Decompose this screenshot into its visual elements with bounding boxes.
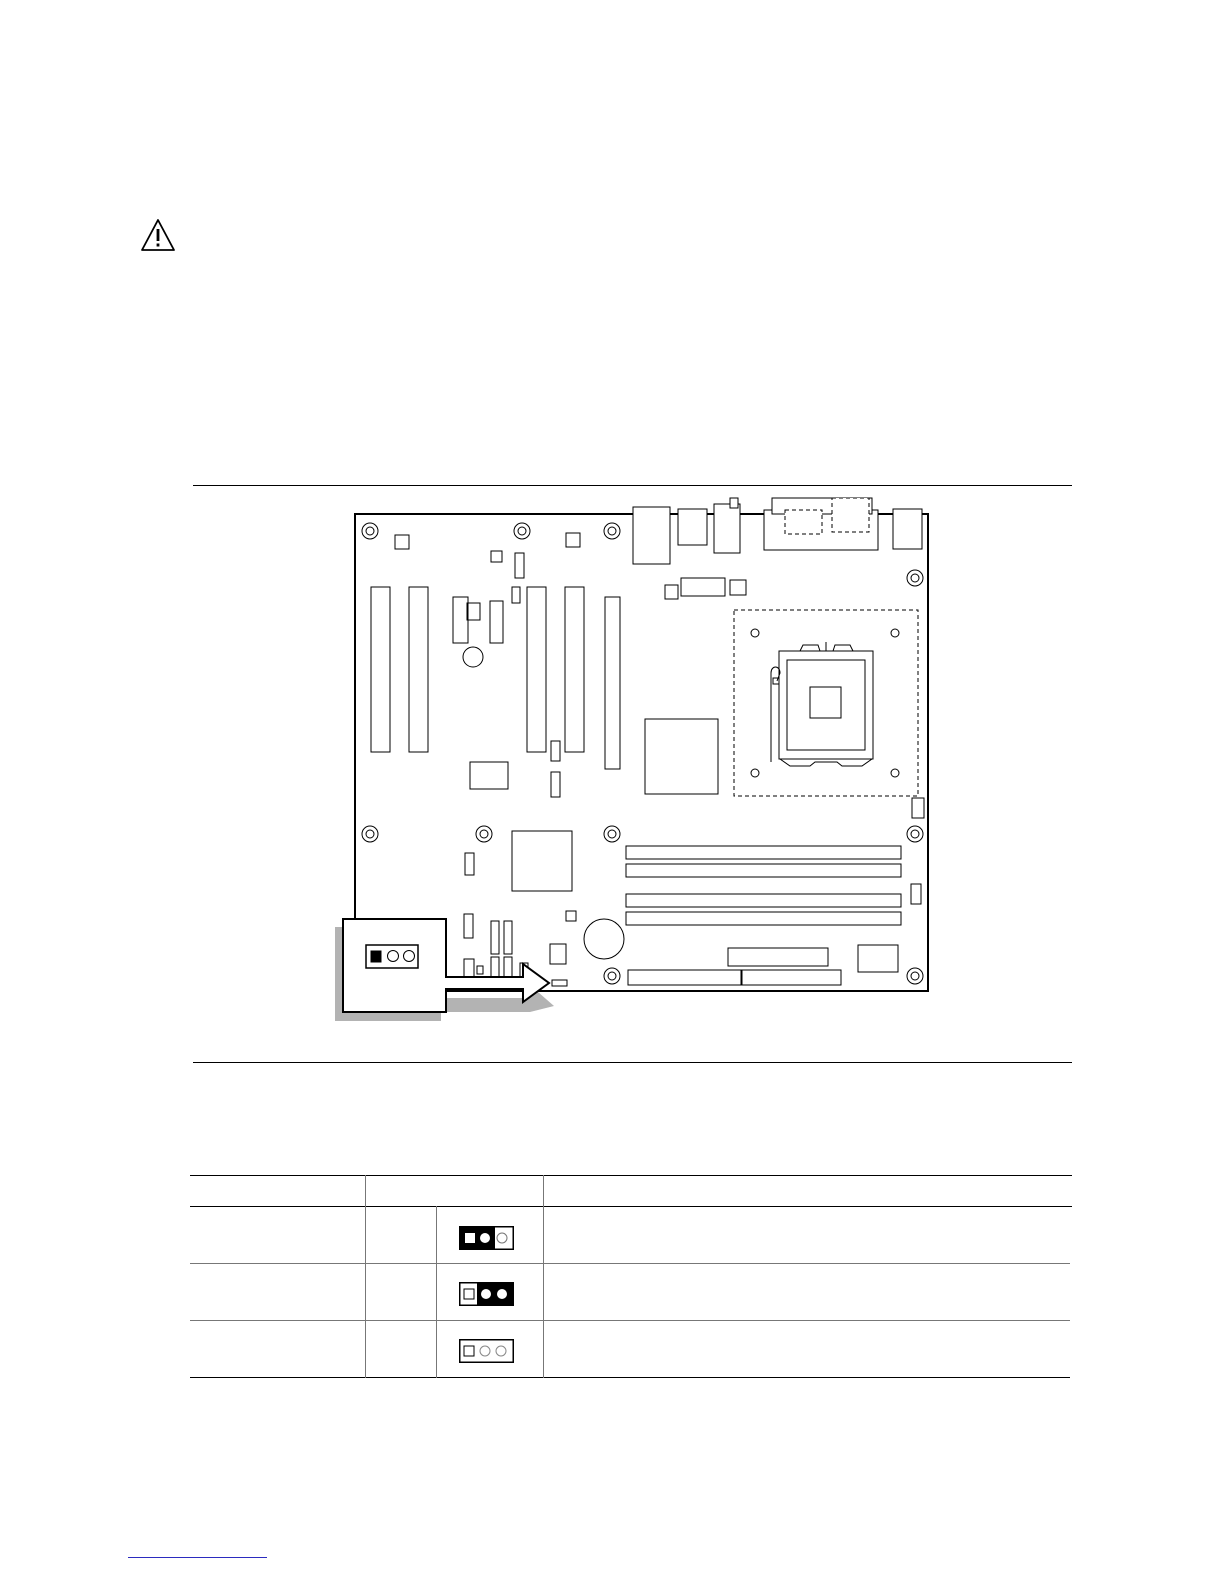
- motherboard-diagram: [330, 495, 940, 1025]
- jumper-settings-table: [190, 1175, 1072, 1379]
- table-top-rule: [190, 1175, 1072, 1176]
- footnote-separator: [128, 1557, 267, 1558]
- table-column-divider: [436, 1206, 437, 1378]
- table-column-divider: [365, 1175, 366, 1378]
- table-row-rule: [190, 1263, 1070, 1264]
- jumper-pins-2-3-icon: [459, 1282, 514, 1306]
- table-bottom-rule: [190, 1377, 1070, 1378]
- table-column-divider: [543, 1175, 544, 1378]
- 3-pin-jumper-header-icon: [366, 945, 418, 968]
- jumper-none-icon: [459, 1339, 514, 1363]
- table-header-rule: [190, 1206, 1072, 1207]
- warning-triangle-icon: [140, 218, 176, 252]
- jumper-pins-1-2-icon: [459, 1226, 514, 1250]
- table-row-rule: [190, 1320, 1070, 1321]
- jumper-location: [552, 980, 567, 986]
- figure-top-rule: [193, 485, 1072, 486]
- figure-bottom-rule: [193, 1062, 1072, 1063]
